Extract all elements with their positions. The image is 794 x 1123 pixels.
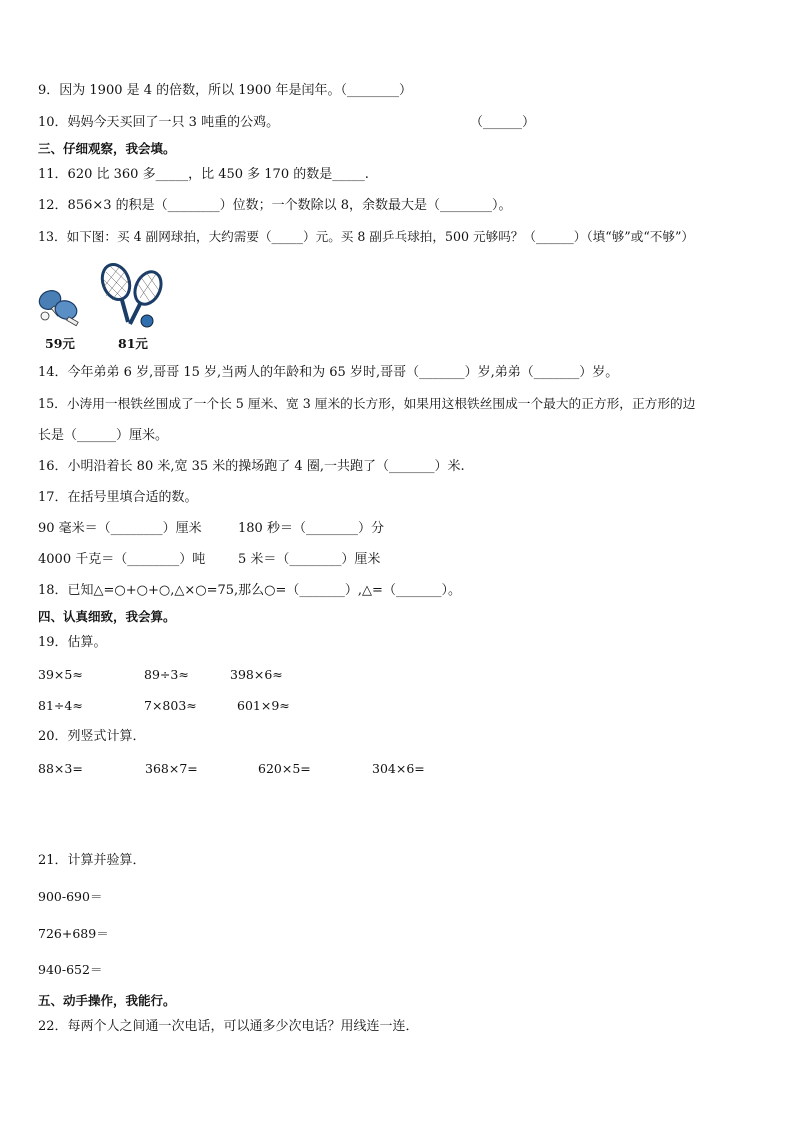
check-calc-item: 940-652＝	[38, 962, 103, 977]
question-12: 12．856×3 的积是（________）位数；一个数除以 8，余数最大是（________）。	[38, 198, 512, 213]
check-calc-item: 900-690＝	[38, 889, 103, 904]
question-17-item: 90 毫米＝（________）厘米	[38, 521, 202, 536]
vertical-calc-item: 304×6=	[372, 761, 425, 776]
vertical-calc-item: 88×3=	[38, 761, 83, 776]
estimate-item: 398×6≈	[230, 667, 283, 682]
question-10-blank: （______）	[470, 115, 536, 130]
section-3-heading: 三、仔细观察，我会填。	[38, 141, 176, 156]
question-22: 22．每两个人之间通一次电话，可以通多少次电话？用线连一连．	[38, 1019, 419, 1034]
question-20: 20．列竖式计算．	[38, 729, 146, 744]
estimate-item: 39×5≈	[38, 667, 83, 682]
estimate-item: 7×803≈	[144, 698, 197, 713]
question-11: 11．620 比 360 多_____，比 450 多 170 的数是_____.	[38, 167, 369, 182]
question-17-item: 4000 千克＝（________）吨	[38, 552, 206, 567]
question-10: 10．妈妈今天买回了一只 3 吨重的公鸡。	[38, 115, 280, 130]
question-15-line2: 长是（______）厘米。	[38, 428, 169, 443]
vertical-calc-item: 620×5=	[258, 761, 311, 776]
section-5-heading: 五、动手操作，我能行。	[38, 993, 176, 1008]
paddle-price: 59元	[45, 336, 75, 351]
question-18: 18．已知△=○+○+○,△×○=75,那么○=（_______）,△=（_______）。	[38, 583, 461, 598]
question-9: 9．因为 1900 是 4 的倍数，所以 1900 年是闰年。（________）	[38, 83, 413, 98]
question-13: 13．如下图：买 4 副网球拍，大约需要（_____）元。买 8 副乒乓球拍，500 元够吗？（______）（填“够”或“不够”）	[38, 229, 694, 244]
question-17-item: 5 米＝（________）厘米	[238, 552, 381, 567]
section-4-heading: 四、认真细致，我会算。	[38, 609, 176, 624]
estimate-item: 81÷4≈	[38, 698, 83, 713]
racket-price: 81元	[118, 336, 148, 351]
question-14: 14．今年弟弟 6 岁,哥哥 15 岁,当两人的年龄和为 65 岁时,哥哥（_______）岁,弟弟（_______）岁。	[38, 365, 619, 380]
question-17-item: 180 秒＝（________）分	[238, 521, 384, 536]
vertical-calc-item: 368×7=	[145, 761, 198, 776]
estimate-item: 601×9≈	[237, 698, 290, 713]
check-calc-item: 726+689＝	[38, 926, 109, 941]
tennis-rackets-image	[96, 262, 170, 332]
question-17: 17．在括号里填合适的数。	[38, 490, 198, 505]
question-15-line1: 15．小涛用一根铁丝围成了一个长 5 厘米、宽 3 厘米的长方形，如果用这根铁丝围成一个最大的正方形，正方形的边	[38, 396, 696, 411]
ping-pong-paddles-image	[36, 284, 86, 330]
question-21: 21．计算并验算．	[38, 853, 146, 868]
question-16: 16．小明沿着长 80 米,宽 35 米的操场跑了 4 圈,一共跑了（_______）米.	[38, 459, 465, 474]
estimate-item: 89÷3≈	[144, 667, 189, 682]
question-19: 19．估算。	[38, 635, 107, 650]
